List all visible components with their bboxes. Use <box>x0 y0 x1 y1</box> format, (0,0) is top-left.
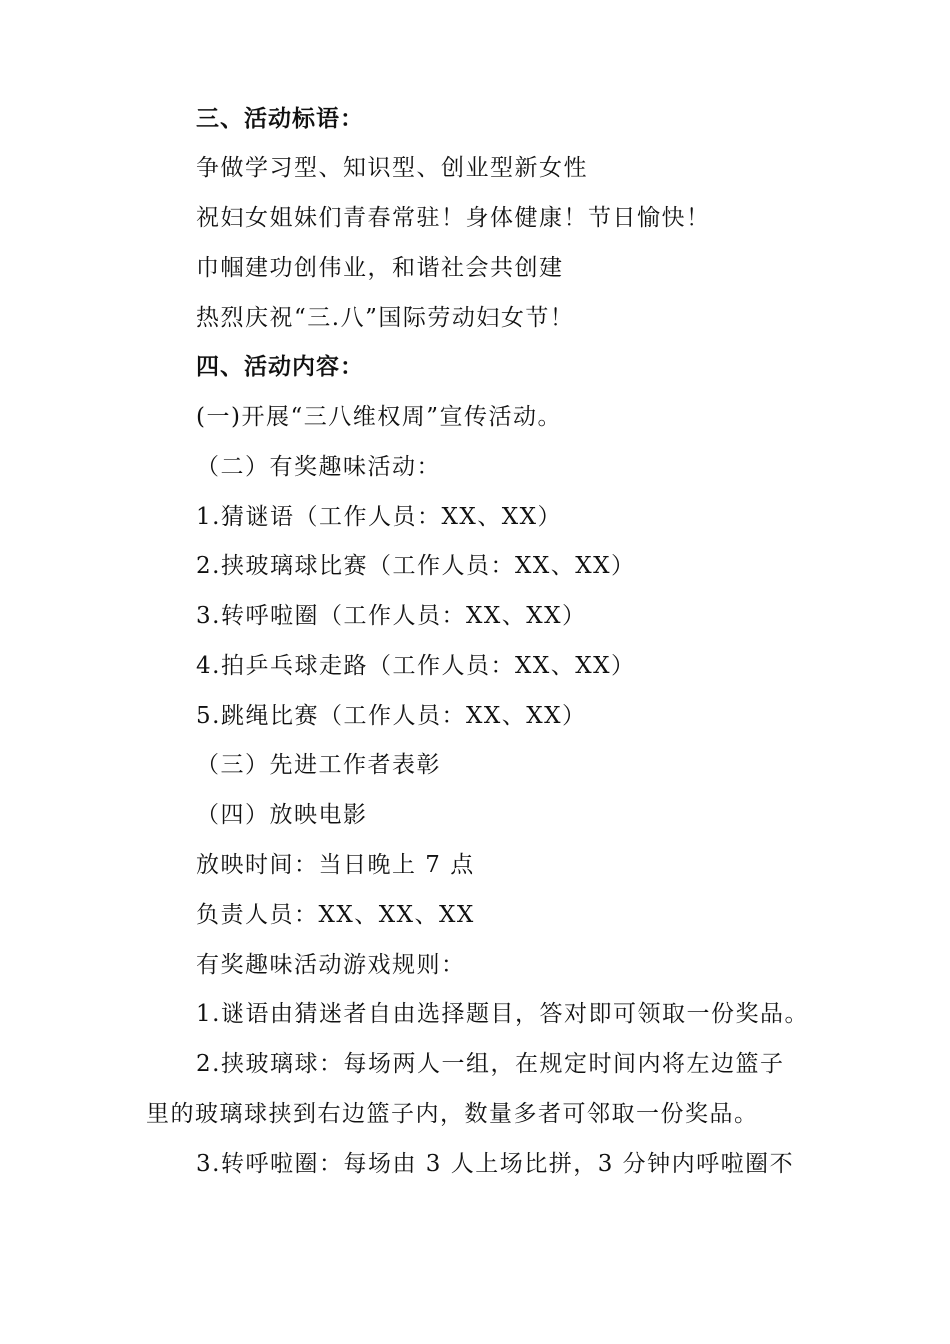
content-line: （二）有奖趣味活动： <box>196 454 441 480</box>
rule-line: 2.挟玻璃球：每场两人一组，在规定时间内将左边篮子 <box>196 1051 785 1077</box>
slogan-line: 巾帼建功创伟业，和谐社会共创建 <box>196 255 564 281</box>
content-line: 2.挟玻璃球比赛（工作人员：XX、XX） <box>196 553 636 579</box>
section-heading-slogans: 三、活动标语： <box>196 106 364 132</box>
content-line: 3.转呼啦圈（工作人员：XX、XX） <box>196 603 587 629</box>
content-line: （四）放映电影 <box>196 802 368 828</box>
content-line: 4.拍乒乓球走路（工作人员：XX、XX） <box>196 653 636 679</box>
rule-line-continued: 里的玻璃球挟到右边篮子内，数量多者可邻取一份奖品。 <box>146 1101 759 1127</box>
slogan-line: 热烈庆祝“三.八”国际劳动妇女节！ <box>196 305 575 331</box>
content-line: （三）先进工作者表彰 <box>196 752 441 778</box>
rules-title: 有奖趣味活动游戏规则： <box>196 952 466 978</box>
content-line: 1.猜谜语（工作人员：XX、XX） <box>196 504 562 530</box>
rule-line: 3.转呼啦圈：每场由 3 人上场比拼，3 分钟内呼啦圈不 <box>196 1151 795 1177</box>
slogan-line: 祝妇女姐妹们青春常驻！身体健康！节日愉快！ <box>196 205 711 231</box>
section-heading-content: 四、活动内容： <box>196 354 364 380</box>
content-line: 5.跳绳比赛（工作人员：XX、XX） <box>196 703 587 729</box>
rule-line: 1.谜语由猜迷者自由选择题目，答对即可领取一份奖品。 <box>196 1001 809 1027</box>
slogan-line: 争做学习型、知识型、创业型新女性 <box>196 155 588 181</box>
content-line: 负责人员：XX、XX、XX <box>196 902 475 928</box>
content-line: 放映时间：当日晚上 7 点 <box>196 852 475 878</box>
content-line: (一)开展“三八维权周”宣传活动。 <box>196 404 562 430</box>
